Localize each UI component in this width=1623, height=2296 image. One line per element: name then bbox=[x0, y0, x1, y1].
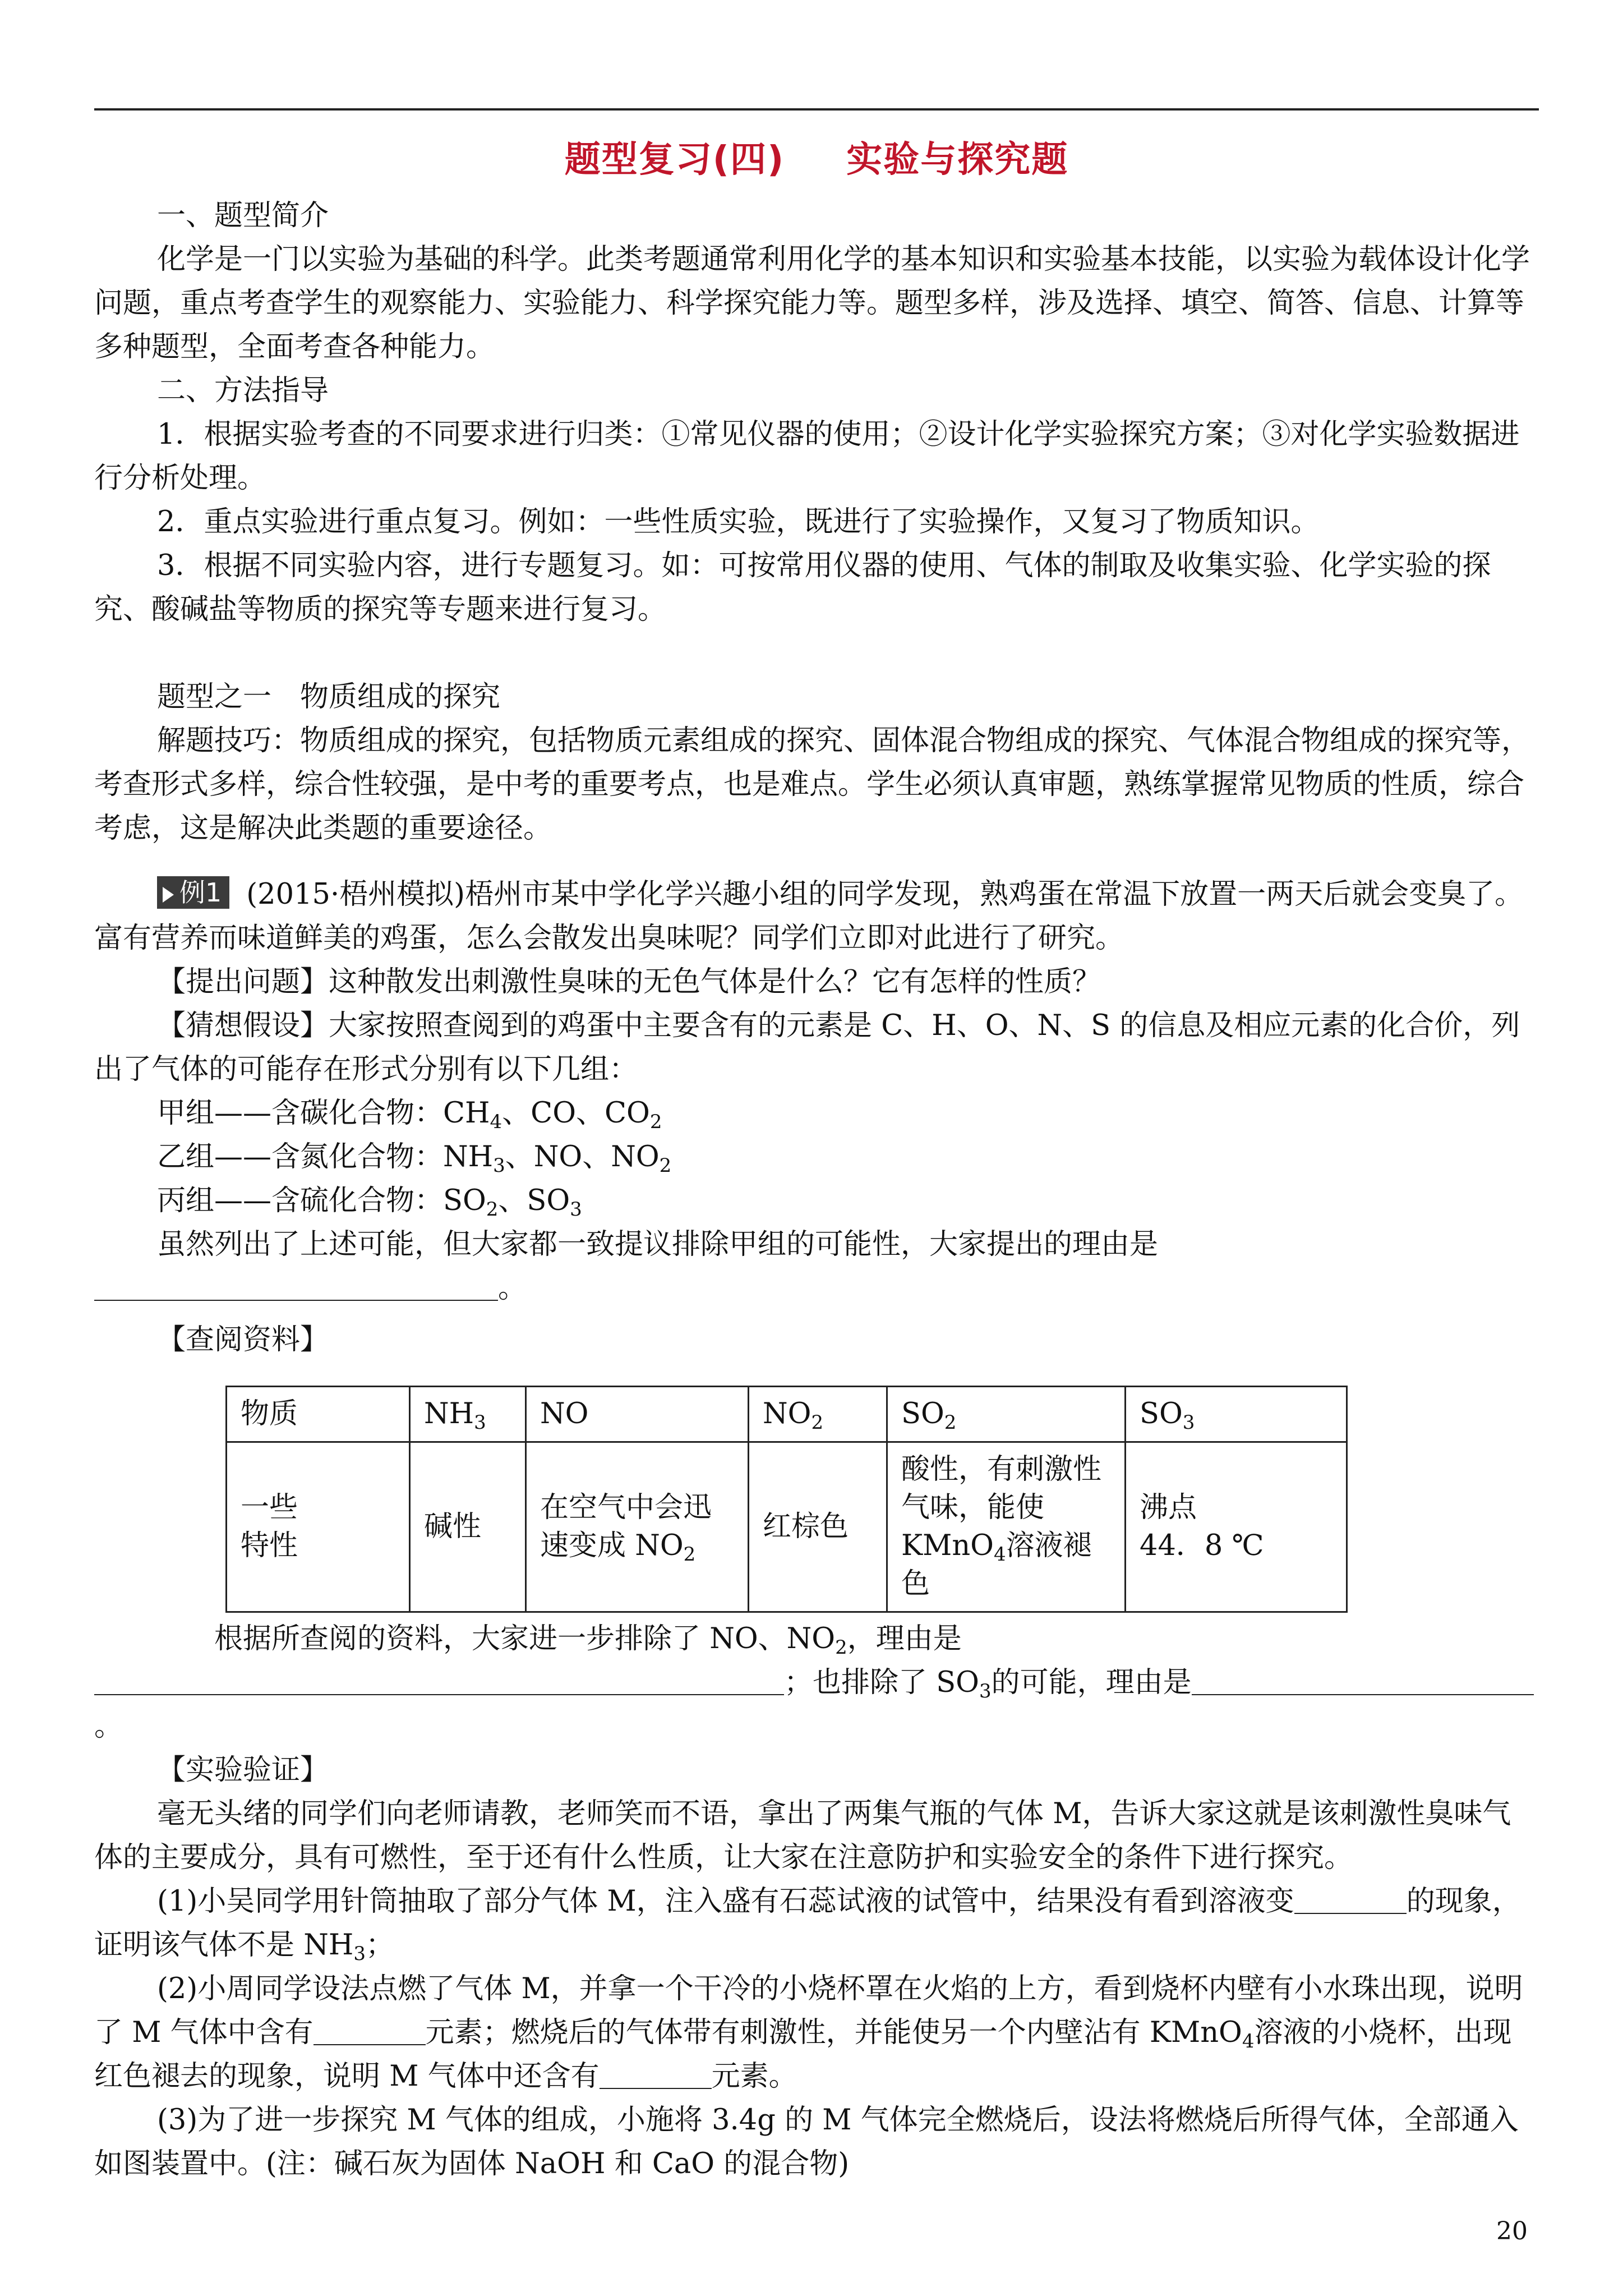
after-table-answers: ；也排除了 $SO_3$的可能，理由是。 bbox=[94, 1661, 1539, 1749]
section-2-heading: 二、方法指导 bbox=[157, 374, 329, 407]
verify-heading: 【实验验证】 bbox=[157, 1754, 329, 1787]
property-table bbox=[225, 1386, 1348, 1613]
table-cell: 一些 特性 bbox=[227, 1442, 410, 1612]
table-cell: $NO_2$ bbox=[749, 1387, 887, 1442]
type-1-tip: 解题技巧：物质组成的探究，包括物质元素组成的探究、固体混合物组成的探究、气体混合物组成的探究等，考查形式多样，综合性较强，是中考的重要考点，也是难点。学生必须认真审题，熟练掌握常见物质的性质，综合考虑，这是解决此类题的重要途径。 bbox=[94, 724, 1530, 845]
group-a: 甲组——含碳化合物：$CH_4$、CO、$CO_2$ bbox=[157, 1097, 662, 1133]
page-title bbox=[94, 129, 1539, 191]
answer-blank[interactable] bbox=[94, 1664, 784, 1695]
answer-blank[interactable] bbox=[313, 2014, 426, 2045]
table-cell: $SO_2$ bbox=[887, 1387, 1126, 1442]
answer-blank[interactable] bbox=[600, 2058, 712, 2089]
example-badge: 例1 bbox=[157, 876, 229, 909]
table-cell: $NH_3$ bbox=[410, 1387, 526, 1442]
document-page bbox=[94, 129, 1539, 2186]
table-row bbox=[227, 1442, 1347, 1612]
step-3: (3)为了进一步探究 M 气体的组成，小施将 3.4g 的 M 气体完全燃烧后，设法将燃烧后所得气体，全部通入如图装置中。(注：碱石灰为固体 NaOH 和 CaO 的混合物) bbox=[94, 2104, 1519, 2180]
answer-blank[interactable] bbox=[94, 1269, 498, 1301]
group-c: 丙组——含硫化合物：$SO_2$、$SO_3$ bbox=[157, 1184, 582, 1221]
method-1: 1．根据实验考查的不同要求进行归类：①常见仪器的使用；②设计化学实验探究方案；③对化学实验数据进行分析处理。 bbox=[94, 418, 1520, 495]
method-2: 2．重点实验进行重点复习。例如：一些性质实验，既进行了实验操作，又复习了物质知识。 bbox=[157, 505, 1320, 539]
table-cell: 在空气中会迅速变成 $NO_2$ bbox=[526, 1442, 749, 1612]
header-rule bbox=[94, 108, 1539, 111]
group-b: 乙组——含氮化合物：$NH_3$、NO、$NO_2$ bbox=[157, 1140, 672, 1177]
exclude-answer-line: 。 bbox=[94, 1267, 1539, 1310]
table-cell: 物质 bbox=[227, 1387, 410, 1442]
table-cell: 酸性，有刺激性气味，能使 KMnO$_4$溶液褪色 bbox=[887, 1442, 1126, 1612]
answer-blank[interactable] bbox=[1294, 1883, 1407, 1914]
table-cell: 红棕色 bbox=[749, 1442, 887, 1612]
table-cell: 碱性 bbox=[410, 1442, 526, 1612]
method-3: 3．根据不同实验内容，进行专题复习。如：可按常用仪器的使用、气体的制取及收集实验、化学实验的探究、酸碱盐等物质的探究等专题来进行复习。 bbox=[94, 549, 1491, 626]
step-1: (1)小吴同学用针筒抽取了部分气体 M，注入盛有石蕊试液的试管中，结果没有看到溶液变 的现象，证明该气体不是 $NH_3$； bbox=[94, 1880, 1539, 1967]
table-cell: 沸点 44．8 ℃ bbox=[1126, 1442, 1347, 1612]
page-number: 20 bbox=[1496, 2217, 1528, 2246]
type-1-heading: 题型之一 物质组成的探究 bbox=[157, 680, 501, 714]
after-table-text: 根据所查阅的资料，大家进一步排除了 NO、$NO_2$，理由是 bbox=[214, 1622, 962, 1659]
title-part-2: 实验与探究题 bbox=[846, 139, 1069, 181]
question-problem: 【提出问题】这种散发出刺激性臭味的无色气体是什么？它有怎样的性质？ bbox=[157, 965, 1101, 999]
question-hypothesis: 【猜想假设】大家按照查阅到的鸡蛋中主要含有的元素是 C、H、O、N、S 的信息及相应元素的化合价，列出了气体的可能存在形式分别有以下几组： bbox=[94, 1009, 1520, 1086]
title-part-1: 题型复习(四) bbox=[564, 139, 785, 181]
exclude-question: 虽然列出了上述可能，但大家都一致提议排除甲组的可能性，大家提出的理由是 bbox=[157, 1228, 1159, 1261]
table-cell: $SO_3$ bbox=[1126, 1387, 1347, 1442]
section-1-body: 化学是一门以实验为基础的科学。此类考题通常利用化学的基本知识和实验基本技能，以实验为载体设计化学问题，重点考查学生的观察能力、实验能力、科学探究能力等。题型多样，涉及选择、填空、简答、信息、计算等多种题型，全面考查各种能力。 bbox=[94, 243, 1530, 364]
example-1-intro: 例1 (2015·梧州模拟)梧州市某中学化学兴趣小组的同学发现，熟鸡蛋在常温下放置一两天后就会变臭了。富有营养而味道鲜美的鸡蛋，怎么会散发出臭味呢？同学们立即对此进行了研究。 bbox=[94, 877, 1524, 955]
table-cell: NO bbox=[526, 1387, 749, 1442]
section-1-heading: 一、题型简介 bbox=[157, 199, 329, 232]
play-icon bbox=[163, 887, 174, 903]
data-heading: 【查阅资料】 bbox=[157, 1323, 329, 1356]
answer-blank[interactable] bbox=[1192, 1664, 1534, 1695]
step-2: (2)小周同学设法点燃了气体 M，并拿一个干冷的小烧杯罩在火焰的上方，看到烧杯内壁有小水珠出现，说明了 M 气体中含有 元素；燃烧后的气体带有刺激性，并能使另一个内壁沾有 KMnO$_4$溶液的小烧杯，出现红色褪去的现象，说明 M 气体中还含有 元素。 bbox=[94, 1972, 1523, 2093]
table-header-row bbox=[227, 1387, 1347, 1442]
verify-body: 毫无头绪的同学们向老师请教，老师笑而不语，拿出了两集气瓶的气体 M，告诉大家这就是该刺激性臭味气体的主要成分，具有可燃性，至于还有什么性质，让大家在注意防护和实验安全的条件下进行探究。 bbox=[94, 1797, 1511, 1874]
